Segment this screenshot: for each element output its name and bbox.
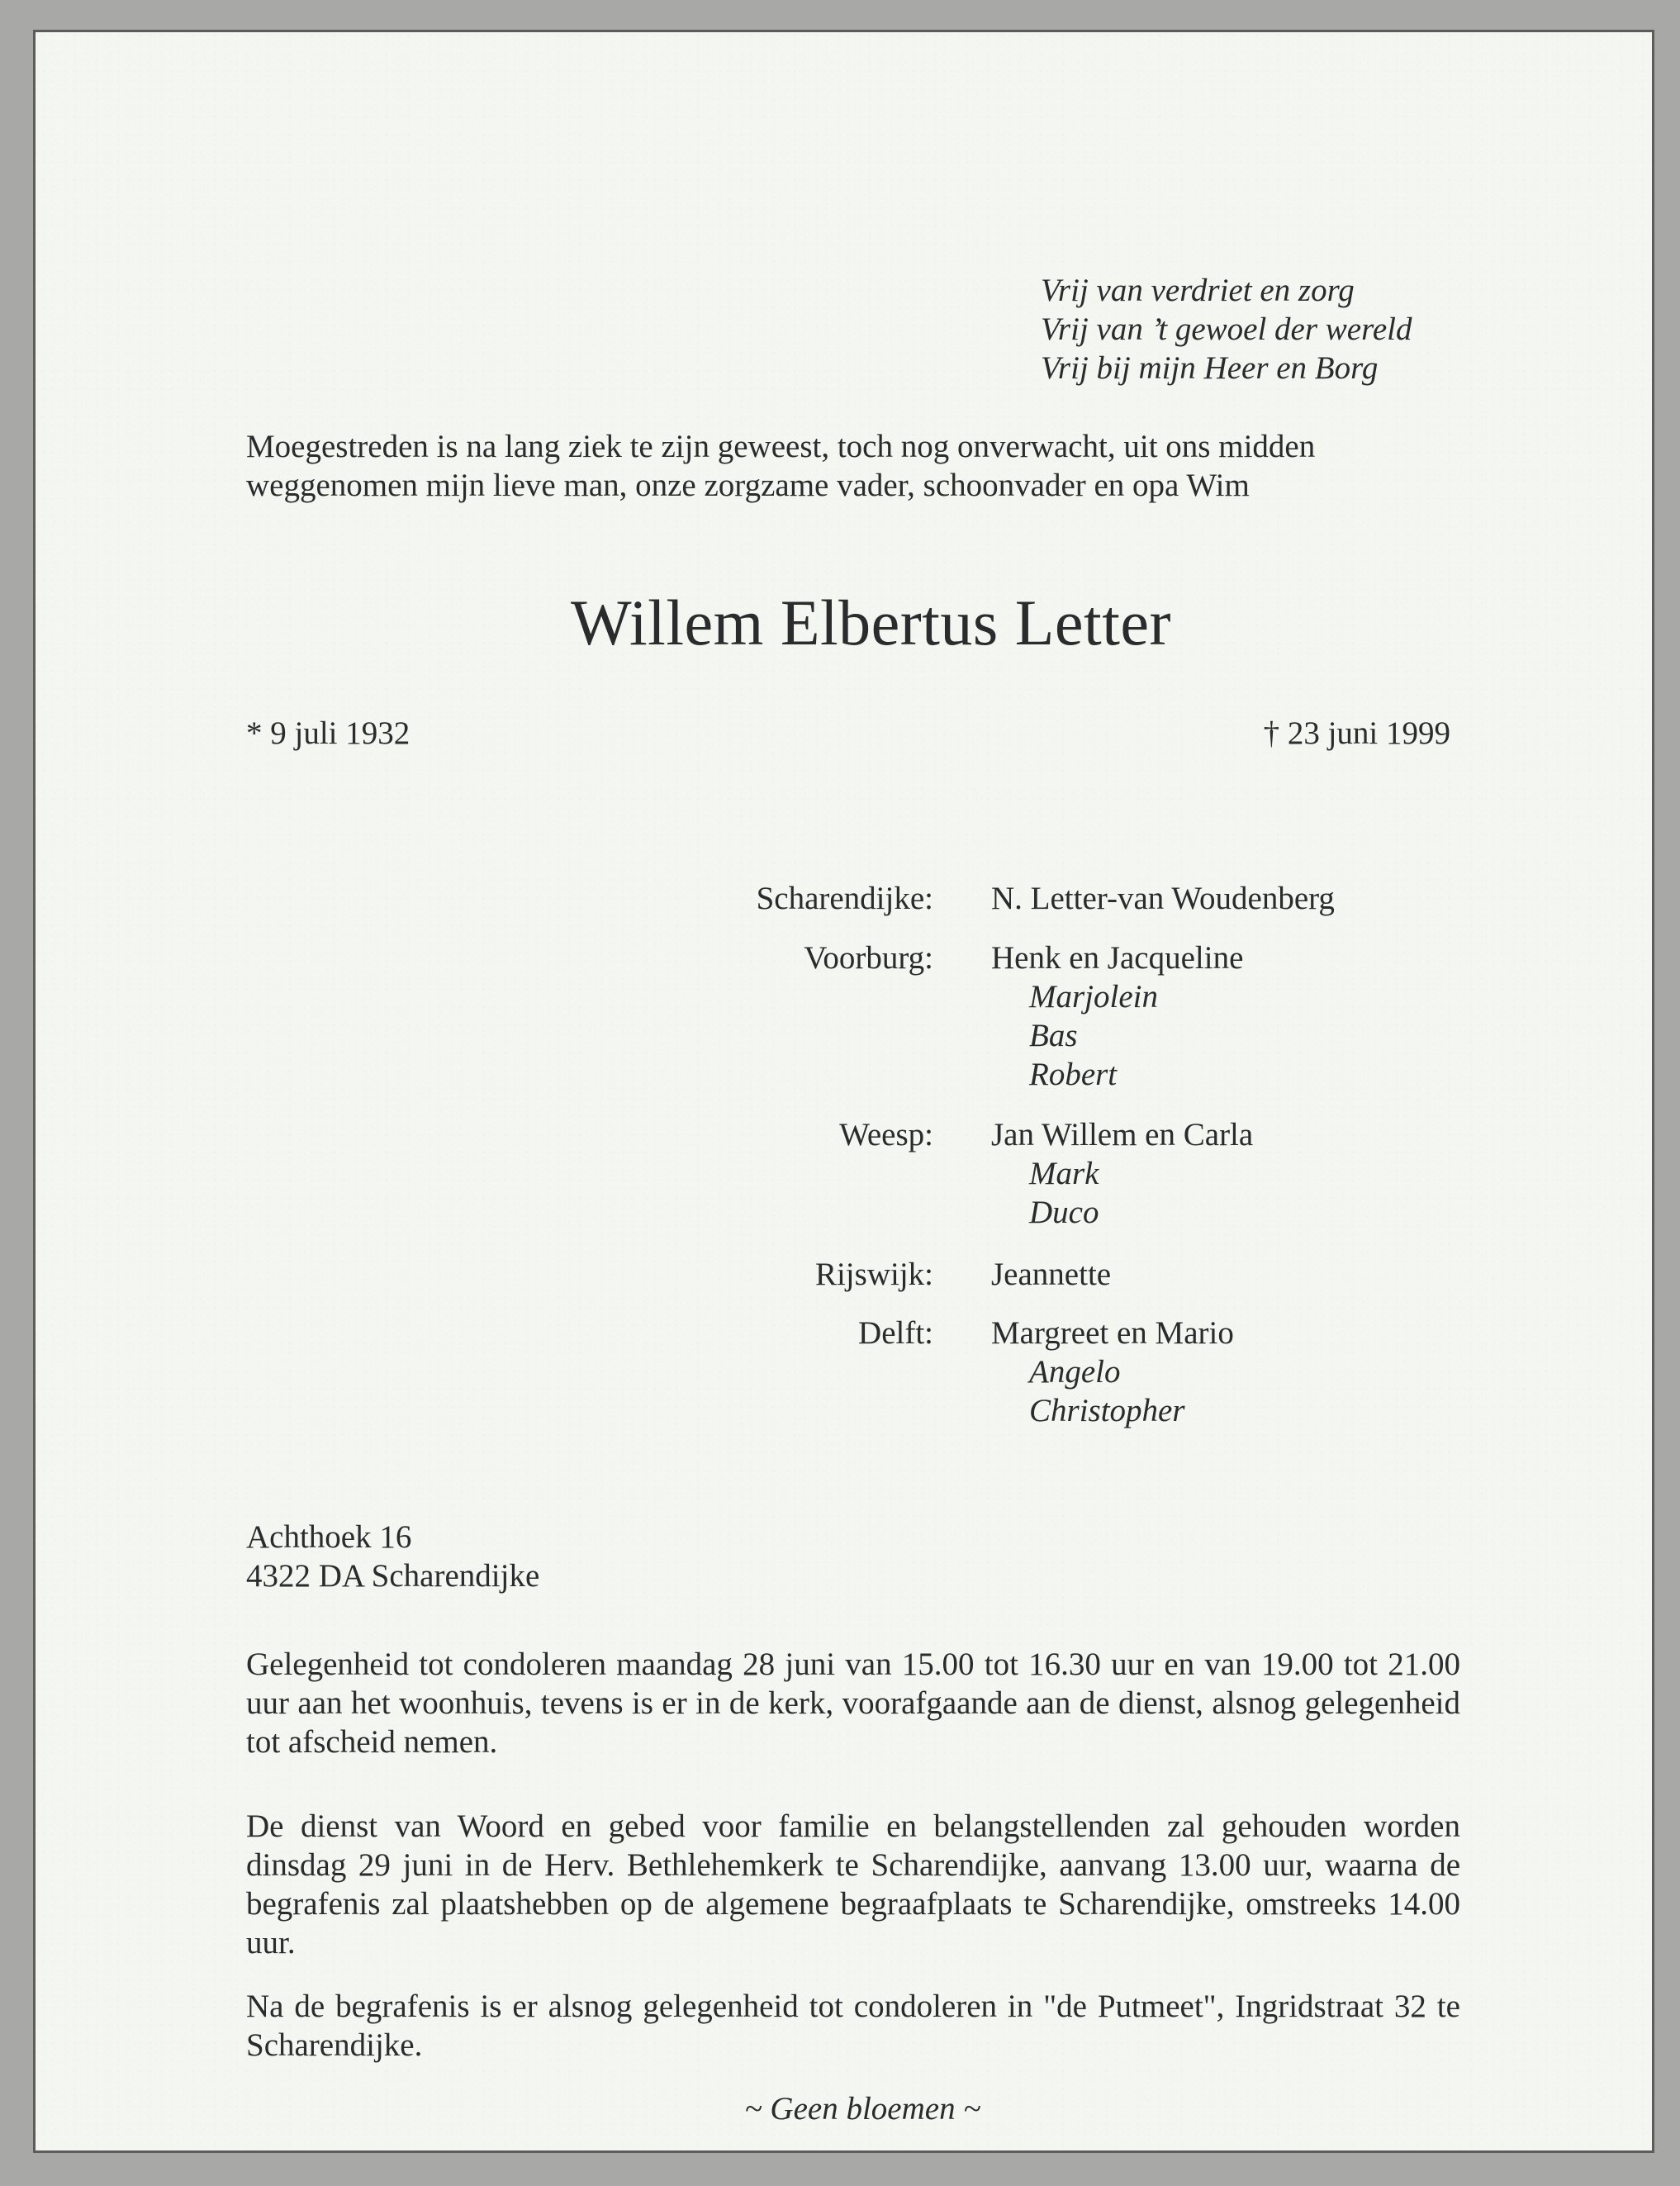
family-names	[991, 879, 1335, 918]
grandchild: Robert	[1029, 1057, 1118, 1092]
birth-date: * 9 juli 1932	[246, 715, 411, 751]
motto-line: Vrij van verdriet en zorg	[1041, 273, 1355, 308]
grandchild: Marjolein	[1029, 979, 1158, 1015]
condolence-paragraph: Gelegenheid tot condoleren maandag 28 juni van 15.00 tot 16.30 uur en van 19.00 tot 21.00 uur aan het woonhuis, tevens is er in de kerk, voorafgaande aan de dienst, alsnog gelegenheid tot afscheid nemen.	[246, 1647, 1460, 1760]
family-place: Delft:	[858, 1315, 933, 1351]
death-date: † 23 juni 1999	[1263, 715, 1450, 751]
family-names	[991, 1314, 1234, 1430]
family-names	[991, 939, 1243, 1094]
card-sheet	[33, 30, 1654, 2153]
deceased-name: Willem Elbertus Letter	[571, 587, 1171, 658]
grandchild: Duco	[1029, 1195, 1099, 1230]
family-member: Henk en Jacqueline	[991, 940, 1244, 976]
no-flowers-note: ~ Geen bloemen ~	[744, 2091, 981, 2127]
family-place: Scharendijke:	[756, 881, 933, 916]
home-address	[246, 1518, 539, 1595]
grandchild: Angelo	[1029, 1354, 1121, 1390]
family-member: Margreet en Mario	[991, 1315, 1234, 1351]
intro-text	[246, 427, 1460, 505]
family-member: Jeannette	[991, 1257, 1112, 1292]
family-names	[991, 1255, 1111, 1294]
motto-line: Vrij bij mijn Heer en Borg	[1041, 350, 1379, 386]
family-place: Voorburg:	[804, 940, 933, 976]
motto-verse	[1041, 271, 1412, 387]
family-names	[991, 1115, 1253, 1232]
grandchild: Bas	[1029, 1018, 1078, 1053]
family-place: Rijswijk:	[814, 1257, 933, 1292]
intro-line: weggenomen mijn lieve man, onze zorgzame vader, schoonvader en opa Wim	[246, 468, 1250, 503]
motto-line: Vrij van ’t gewoel der wereld	[1041, 311, 1412, 347]
intro-line: Moegestreden is na lang ziek te zijn geweest, toch nog onverwacht, uit ons midden	[246, 429, 1316, 464]
after-funeral-paragraph: Na de begrafenis is er alsnog gelegenheid tot condoleren in "de Putmeet", Ingridstraat 32 te Scharendijke.	[246, 1989, 1460, 2063]
address-street: Achthoek 16	[246, 1519, 412, 1555]
family-member: Jan Willem en Carla	[991, 1117, 1254, 1152]
grandchild: Christopher	[1029, 1393, 1185, 1428]
family-place: Weesp:	[839, 1117, 933, 1152]
grandchild: Mark	[1029, 1156, 1099, 1191]
family-member: N. Letter-van Woudenberg	[991, 881, 1335, 916]
address-postal-city: 4322 DA Scharendijke	[246, 1558, 540, 1594]
service-paragraph: De dienst van Woord en gebed voor familie en belangstellenden zal gehouden worden dinsdag 29 juni in de Herv. Bethlehemkerk te Scharendijke, aanvang 13.00 uur, waarna de begrafenis zal plaatshebben op de algemene begraafplaats te Scharendijke, omstreeks 14.00 uur.	[246, 1808, 1460, 1960]
